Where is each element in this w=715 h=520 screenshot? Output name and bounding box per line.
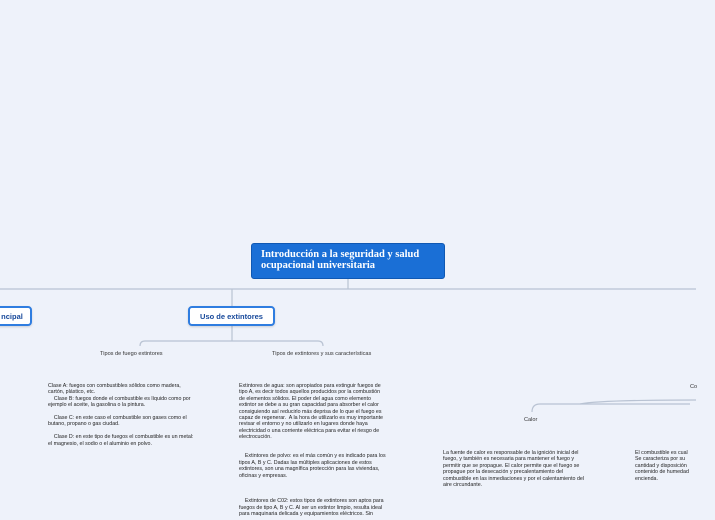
connector-subtopics	[140, 341, 323, 346]
fire-classes-text: Clase A: fuegos con combustibles sólidos como madera, cartón, plástico, etc. Clase B: fuegos donde el combustible es líquido como por ejemplo el aceite, la gasolina o la pintura. Clase C: en este caso el combustible son gases como el butano, propano o gas ciudad. Clase D: en este tipo de fuegos el combustible es un metal: el magnesio, el sodio o el aluminio en polvo.	[48, 383, 194, 447]
right-label-partial[interactable]: Co	[690, 384, 698, 390]
subtopic-extinguisher-types[interactable]: Tipos de extintores y sus características	[272, 351, 372, 357]
root-node-text: Introducción a la seguridad y salud ocupacional universitaria	[261, 249, 420, 271]
extinguishers-text: Extintores de agua: son apropiados para extinguir fuegos de tipo A, es decir todos aquellos producidos por la combustión de elementos sólidos. El poder del agua como elemento extintor se debe a su gran capacidad para absorber el calor consiguiendo así reducirlo más deprisa de lo que el fuego es capaz de regenerar. A la hora de utilizarlo es muy importante revisar el entorno y no utilizarlo en lugares donde haya electricidad o una corriente eléctrica para evitar el riesgo de electrocución. Extintores de polvo: es el más común y es indicado para los tipos A, B y C. Dadas las múltiples aplicaciones de estos extintores, son una magnífica protección para las viviendas, oficinas y empresas. Extintores de C02: estos tipos de extintores son aptos para fuegos de tipo A, B y C. Al ser un extintor limpio, resulta ideal para maquinaria delicada y equipamientos eléctricos. Sin	[239, 383, 386, 518]
branch-left[interactable]	[0, 306, 32, 326]
fuel-text: El combustible es cual Se caracteriza por su cantidad y disposición contenido de humedad encienda.	[635, 450, 689, 482]
branch-uso-de-extintores-label: Uso de extintores	[200, 311, 263, 321]
branch-uso-de-extintores[interactable]	[188, 306, 275, 326]
subtopic-fire-types[interactable]: Tipos de fuego extintores	[100, 351, 163, 357]
subtopic-heat[interactable]: Calor	[524, 417, 538, 423]
root-node[interactable]	[251, 243, 445, 279]
heat-text: La fuente de calor es responsable de la ignición inicial del fuego, y también es necesaria para mantener el fuego y permitir que se propague. El calor permite que el fuego se propague por la desecación y precalentamiento del combustible en las inmediaciones y por el calentamiento del aire circundante.	[443, 450, 585, 489]
connector-heat	[532, 404, 580, 412]
branch-left-label: ncipal	[1, 311, 23, 321]
